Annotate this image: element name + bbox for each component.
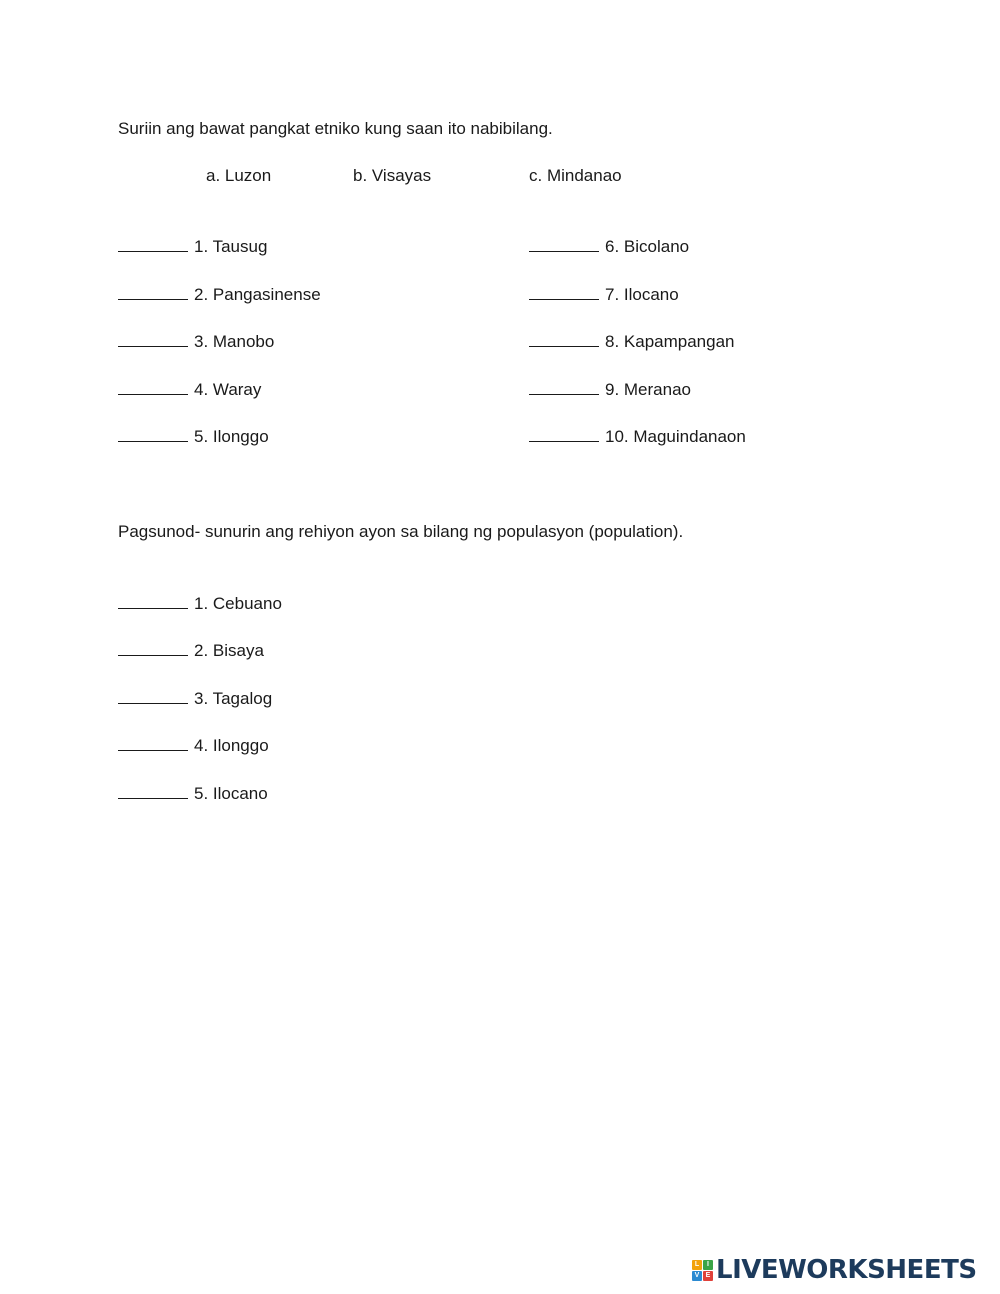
question-row [118, 380, 261, 400]
question-label: 4. Waray [194, 380, 262, 399]
logo-mark-icon [692, 1260, 713, 1281]
question-label: 1. Cebuano [194, 594, 282, 613]
answer-blank[interactable] [529, 332, 599, 347]
question-row [529, 332, 735, 352]
logo-text: LIVEWORKSHEETS [716, 1255, 977, 1285]
question-row [118, 736, 269, 756]
answer-blank[interactable] [529, 285, 599, 300]
answer-blank[interactable] [118, 784, 188, 799]
question-row [118, 285, 321, 305]
logo-mark-letter: I [703, 1260, 713, 1270]
question-label: 3. Tagalog [194, 689, 273, 708]
answer-blank[interactable] [118, 427, 188, 442]
answer-blank[interactable] [118, 641, 188, 656]
logo-mark-letter: L [692, 1260, 702, 1270]
liveworksheets-logo [692, 1256, 977, 1284]
question-label: 2. Pangasinense [194, 285, 321, 304]
question-label: 5. Ilonggo [194, 427, 269, 446]
section1-instruction: Suriin ang bawat pangkat etniko kung saan ito nabibilang. [118, 119, 553, 138]
question-row [118, 237, 267, 257]
answer-blank[interactable] [118, 285, 188, 300]
question-label: 3. Manobo [194, 332, 275, 351]
answer-blank[interactable] [529, 237, 599, 252]
section2-instruction: Pagsunod- sunurin ang rehiyon ayon sa bilang ng populasyon (population). [118, 522, 684, 541]
answer-blank[interactable] [118, 736, 188, 751]
question-row [118, 641, 264, 661]
choice-luzon: a. Luzon [206, 166, 272, 185]
answer-blank[interactable] [118, 332, 188, 347]
question-row [529, 380, 691, 400]
question-row [118, 332, 274, 352]
answer-blank[interactable] [118, 380, 188, 395]
question-label: 1. Tausug [194, 237, 268, 256]
question-label: 8. Kapampangan [605, 332, 735, 351]
question-label: 4. Ilonggo [194, 736, 269, 755]
question-label: 10. Maguindanaon [605, 427, 746, 446]
choice-mindanao: c. Mindanao [529, 166, 622, 185]
question-row [118, 427, 269, 447]
question-row [118, 689, 272, 709]
answer-blank[interactable] [118, 237, 188, 252]
question-row [529, 237, 689, 257]
question-label: 5. Ilocano [194, 784, 268, 803]
question-row [529, 285, 679, 305]
question-label: 9. Meranao [605, 380, 691, 399]
logo-mark-letter: E [703, 1271, 713, 1281]
answer-blank[interactable] [118, 689, 188, 704]
question-row [118, 594, 282, 614]
choice-visayas: b. Visayas [353, 166, 432, 185]
question-label: 2. Bisaya [194, 641, 264, 660]
question-label: 6. Bicolano [605, 237, 690, 256]
answer-blank[interactable] [118, 594, 188, 609]
question-row [118, 784, 268, 804]
question-row [529, 427, 746, 447]
answer-blank[interactable] [529, 380, 599, 395]
answer-blank[interactable] [529, 427, 599, 442]
logo-mark-letter: V [692, 1271, 702, 1281]
question-label: 7. Ilocano [605, 285, 679, 304]
